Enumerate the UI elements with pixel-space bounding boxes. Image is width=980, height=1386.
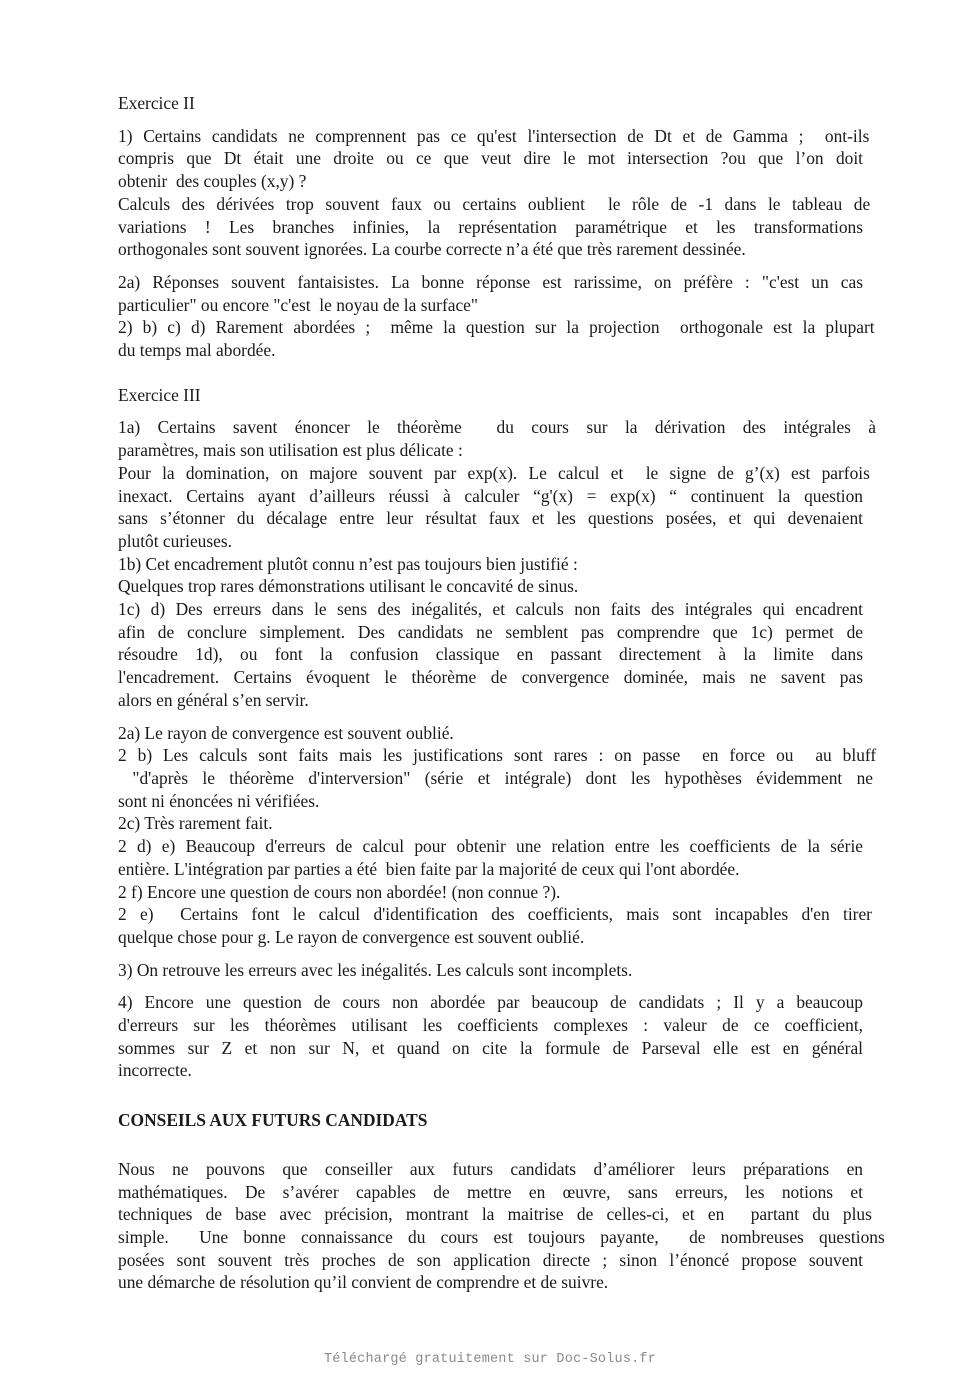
text-line: 2c) Très rarement fait. — [118, 813, 273, 834]
text-line: 2 f) Encore une question de cours non abordée! (non connue ?). — [118, 881, 561, 902]
text-line: 2 b) Les calculs sont faits mais les justifications sont rares : on passe en force ou au bluff — [118, 745, 877, 766]
exercise-iii-paragraph-1 — [118, 416, 877, 711]
exercise-iii-paragraph-3 — [118, 959, 863, 982]
text-line: Calculs des dérivées trop souvent faux ou certains oublient le rôle de -1 dans le tableau de — [118, 193, 871, 214]
text-line: sans s’étonner du décalage entre leur résultat faux et les questions posées, et qui devenaient — [118, 508, 863, 529]
text-line: Quelques trop rares démonstrations utilisant le concavité de sinus. — [118, 576, 579, 597]
text-line: "d'après le théorème d'interversion" (série et intégrale) dont les hypothèses évidemment ne — [118, 767, 874, 788]
text-line: 2a) Réponses souvent fantaisistes. La bonne réponse est rarissime, on préfère : "c'est un cas — [118, 271, 863, 292]
text-line: plutôt curieuses. — [118, 530, 232, 551]
text-line: 2 e) Certains font le calcul d'identification des coefficients, mais sont incapables d'en tirer — [118, 904, 872, 925]
text-line: inexact. Certains ayant d’ailleurs réussi à calculer “g'(x) = exp(x) “ continuent la question — [118, 485, 863, 506]
text-line: sont ni énoncées ni vérifiées. — [118, 790, 320, 811]
text-line: du temps mal abordée. — [118, 340, 276, 361]
text-line: posées sont souvent très proches de son application directe ; sinon l’énoncé propose souvent — [118, 1249, 863, 1270]
exercise-ii-paragraph-2 — [118, 271, 875, 362]
text-line: obtenir des couples (x,y) ? — [118, 171, 307, 192]
download-footer: Téléchargé gratuitement sur Doc-Solus.fr — [323, 1352, 657, 1367]
exercise-iii-paragraph-4 — [118, 991, 863, 1082]
text-line: 3) On retrouve les erreurs avec les inégalités. Les calculs sont incomplets. — [118, 959, 633, 980]
exercise-ii-heading: Exercice II — [118, 93, 195, 113]
document-body — [118, 92, 885, 1294]
text-line: particulier" ou encore "c'est le noyau de la surface" — [118, 294, 478, 315]
text-line: entière. L'intégration par parties a été bien faite par la majorité de ceux qui l'ont abordée. — [118, 858, 740, 879]
text-line: 1a) Certains savent énoncer le théorème du cours sur la dérivation des intégrales à — [118, 417, 877, 438]
exercise-iii-heading: Exercice III — [118, 384, 201, 405]
text-line: 1c) d) Des erreurs dans le sens des inégalités, et calculs non faits des intégrales qui encadrent — [118, 599, 863, 620]
text-line: d'erreurs sur les théorèmes utilisant les coefficients complexes : valeur de ce coefficient, — [118, 1015, 863, 1036]
text-line: compris que Dt était une droite ou ce que veut dire le mot intersection ?ou que l’on doit — [118, 148, 863, 169]
advice-heading: CONSEILS AUX FUTURS CANDIDATS — [118, 1110, 428, 1131]
text-line: simple. Une bonne connaissance du cours est toujours payante, de nombreuses questions — [118, 1226, 885, 1247]
text-line: Pour la domination, on majore souvent par exp(x). Le calcul et le signe de g’(x) est parfois — [118, 462, 870, 483]
text-line: Nous ne pouvons que conseiller aux futurs candidats d’améliorer leurs préparations en — [118, 1158, 863, 1179]
exercise-iii-paragraph-2 — [118, 722, 877, 949]
text-line: 4) Encore une question de cours non abordée par beaucoup de candidats ; Il y a beaucoup — [118, 992, 863, 1013]
text-line: orthogonales sont souvent ignorées. La courbe correcte n’a été que très rarement dessinée. — [118, 239, 746, 260]
text-line: 2) b) c) d) Rarement abordées ; même la question sur la projection orthogonale est la plupart — [118, 317, 875, 338]
text-line: 2a) Le rayon de convergence est souvent oublié. — [118, 722, 454, 743]
text-line: techniques de base avec précision, montrant la maitrise de celles-ci, et en partant du plus — [118, 1204, 872, 1225]
text-line: quelque chose pour g. Le rayon de convergence est souvent oublié. — [118, 926, 585, 947]
text-line: sommes sur Z et non sur N, et quand on cite la formule de Parseval elle est en général — [118, 1037, 863, 1058]
text-line: 1b) Cet encadrement plutôt connu n’est pas toujours bien justifié : — [118, 553, 578, 574]
text-line: résoudre 1d), ou font la confusion classique en passant directement à la limite dans — [118, 644, 863, 665]
text-line: alors en général s’en servir. — [118, 689, 309, 710]
text-line: l'encadrement. Certains évoquent le théorème de convergence dominée, mais ne savent pas — [118, 667, 863, 688]
text-line: une démarche de résolution qu’il convient de comprendre et de suivre. — [118, 1272, 609, 1293]
text-line: 1) Certains candidats ne comprennent pas ce qu'est l'intersection de Dt et de Gamma ; ont-ils — [118, 125, 870, 146]
text-line: afin de conclure simplement. Des candidats ne semblent pas comprendre que 1c) permet de — [118, 621, 863, 642]
text-line: mathématiques. De s’avérer capables de mettre en œuvre, sans erreurs, les notions et — [118, 1181, 863, 1202]
advice-paragraph — [118, 1158, 885, 1294]
exercise-ii-paragraph-1 — [118, 125, 871, 261]
text-line: incorrecte. — [118, 1060, 192, 1081]
text-line: paramètres, mais son utilisation est plus délicate : — [118, 440, 463, 461]
text-line: 2 d) e) Beaucoup d'erreurs de calcul pour obtenir une relation entre les coefficients de la série — [118, 836, 863, 857]
text-line: variations ! Les branches infinies, la représentation paramétrique et les transformations — [118, 216, 863, 237]
